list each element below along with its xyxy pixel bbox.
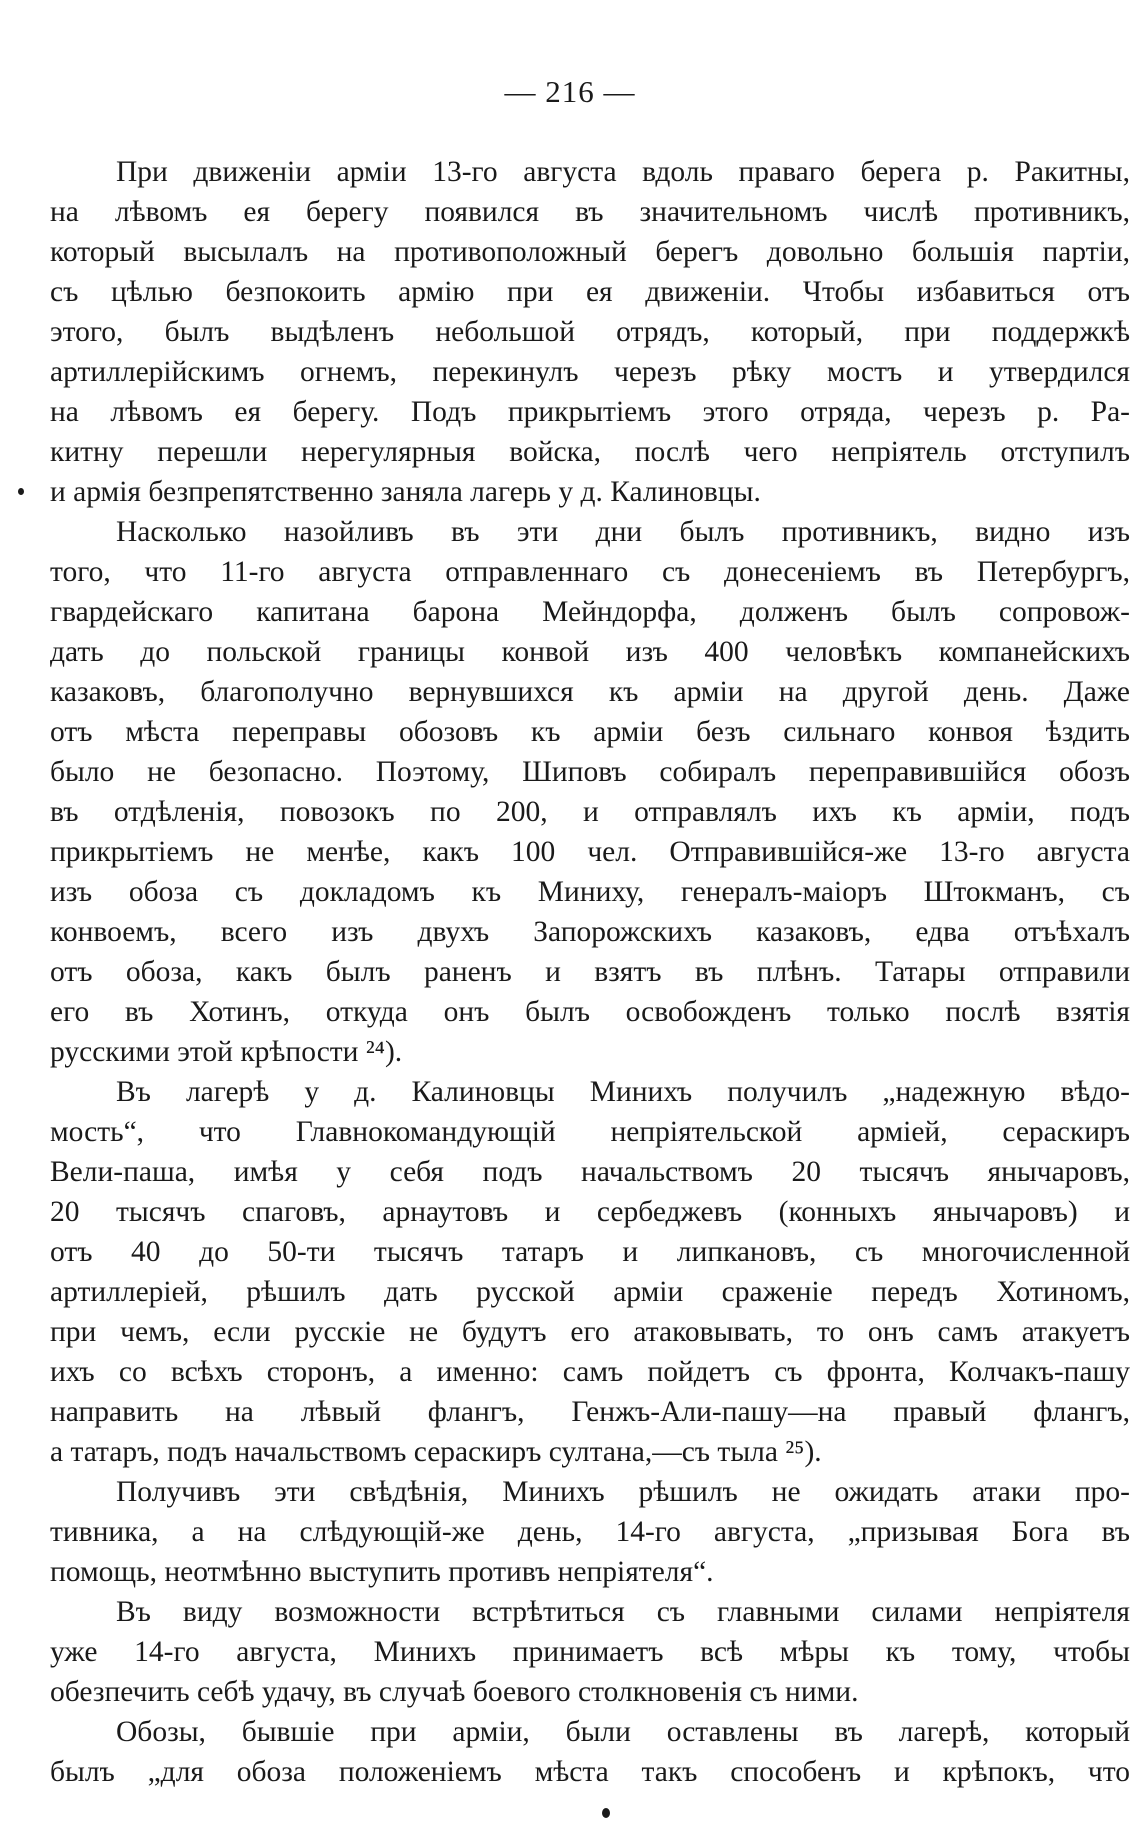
text-line: на лѣвомъ ея берегу появился въ значительномъ числѣ противникъ, <box>50 196 1130 228</box>
text-line: при чемъ, если русскіе не будутъ его атаковывать, то онъ самъ атакуетъ <box>50 1316 1130 1348</box>
text-line: было не безопасно. Поэтому, Шиповъ собиралъ переправившійся обозъ <box>50 756 1130 788</box>
text-line: его въ Хотинъ, откуда онъ былъ освобожденъ только послѣ взятія <box>50 996 1130 1028</box>
stray-ink-dot <box>18 488 24 495</box>
text-line: Въ виду возможности встрѣтиться съ главными силами непріятеля <box>116 1596 1130 1628</box>
paragraph-3 <box>50 1072 1130 1472</box>
text-line: отъ мѣста переправы обозовъ къ арміи безъ сильнаго конвоя ѣздить <box>50 716 1130 748</box>
text-line: обезпечить себѣ удачу, въ случаѣ боевого столкновенія съ ними. <box>50 1676 859 1708</box>
paragraph-1 <box>50 152 1130 512</box>
page-number: — 216 — <box>504 74 636 109</box>
stray-ink-dot <box>602 1808 610 1818</box>
paragraph-6 <box>50 1712 1130 1792</box>
text-line: казаковъ, благополучно вернувшихся къ арміи на другой день. Даже <box>50 676 1130 708</box>
text-line: изъ обоза съ докладомъ къ Миниху, генералъ-маіоръ Штокманъ, съ <box>50 876 1130 908</box>
text-line: дать до польской границы конвой изъ 400 человѣкъ компанейскихъ <box>50 636 1130 668</box>
text-line: мость“, что Главнокомандующій непріятельской арміей, сераскиръ <box>50 1116 1130 1148</box>
text-line: китну перешли нерегулярныя войска, послѣ чего непріятель отступилъ <box>50 436 1130 468</box>
text-line: который высылалъ на противоположный берегъ довольно большія партіи, <box>50 236 1130 268</box>
text-line: конвоемъ, всего изъ двухъ Запорожскихъ казаковъ, едва отъѣхалъ <box>50 916 1130 948</box>
text-line: въ отдѣленія, повозокъ по 200, и отправлялъ ихъ къ арміи, подъ <box>50 796 1130 828</box>
text-line: Вели-паша, имѣя у себя подъ начальствомъ 20 тысячъ янычаровъ, <box>50 1156 1130 1188</box>
text-line: былъ „для обоза положеніемъ мѣста такъ способенъ и крѣпокъ, что <box>50 1756 1130 1788</box>
text-line: Насколько назойливъ въ эти дни былъ противникъ, видно изъ <box>116 516 1130 548</box>
text-line: русскими этой крѣпости ²⁴). <box>50 1036 403 1068</box>
text-line: отъ 40 до 50-ти тысячъ татаръ и липкановъ, съ многочисленной <box>50 1236 1130 1268</box>
text-line: артиллеріей, рѣшилъ дать русской арміи сраженіе передъ Хотиномъ, <box>50 1276 1130 1308</box>
text-line: Обозы, бывшіе при арміи, были оставлены въ лагерѣ, который <box>116 1716 1130 1748</box>
text-line: этого, былъ выдѣленъ небольшой отрядъ, который, при поддержкѣ <box>50 316 1130 348</box>
text-line: тивника, а на слѣдующій-же день, 14-го августа, „призывая Бога въ <box>50 1516 1130 1548</box>
text-line: съ цѣлью безпокоить армію при ея движеніи. Чтобы избавиться отъ <box>50 276 1130 308</box>
text-line: Получивъ эти свѣдѣнія, Минихъ рѣшилъ не ожидать атаки про- <box>116 1476 1130 1508</box>
text-line: прикрытіемъ не менѣе, какъ 100 чел. Отправившійся-же 13-го августа <box>50 836 1130 868</box>
text-line: ихъ со всѣхъ сторонъ, а именно: самъ пойдетъ съ фронта, Колчакъ-пашу <box>50 1356 1130 1388</box>
body-text <box>50 152 1130 1792</box>
text-line: того, что 11-го августа отправленнаго съ донесеніемъ въ Петербургъ, <box>50 556 1130 588</box>
text-line: Въ лагерѣ у д. Калиновцы Минихъ получилъ „надежную вѣдо- <box>116 1076 1130 1108</box>
paragraph-4 <box>50 1472 1130 1592</box>
text-line: При движеніи арміи 13-го августа вдоль праваго берега р. Ракитны, <box>116 156 1130 188</box>
text-line: помощь, неотмѣнно выступить противъ непріятеля“. <box>50 1556 714 1588</box>
text-line: а татаръ, подъ начальствомъ сераскиръ султана,—съ тыла ²⁵). <box>50 1436 822 1468</box>
text-line: направить на лѣвый флангъ, Генжъ-Али-пашу—на правый флангъ, <box>50 1396 1130 1428</box>
text-line: уже 14-го августа, Минихъ принимаетъ всѣ мѣры къ тому, чтобы <box>50 1636 1130 1668</box>
text-line: на лѣвомъ ея берегу. Подъ прикрытіемъ этого отряда, черезъ р. Ра- <box>50 396 1130 428</box>
text-line: отъ обоза, какъ былъ раненъ и взятъ въ плѣнъ. Татары отправили <box>50 956 1130 988</box>
text-line: артиллерійскимъ огнемъ, перекинулъ черезъ рѣку мостъ и утвердился <box>50 356 1130 388</box>
text-line: и армія безпрепятственно заняла лагерь у д. Калиновцы. <box>50 476 761 508</box>
text-line: гвардейскаго капитана барона Мейндорфа, долженъ былъ сопровож- <box>50 596 1130 628</box>
text-line: 20 тысячъ спаговъ, арнаутовъ и сербеджевъ (конныхъ янычаровъ) и <box>50 1196 1130 1228</box>
paragraph-5 <box>50 1592 1130 1712</box>
paragraph-2 <box>50 512 1130 1072</box>
